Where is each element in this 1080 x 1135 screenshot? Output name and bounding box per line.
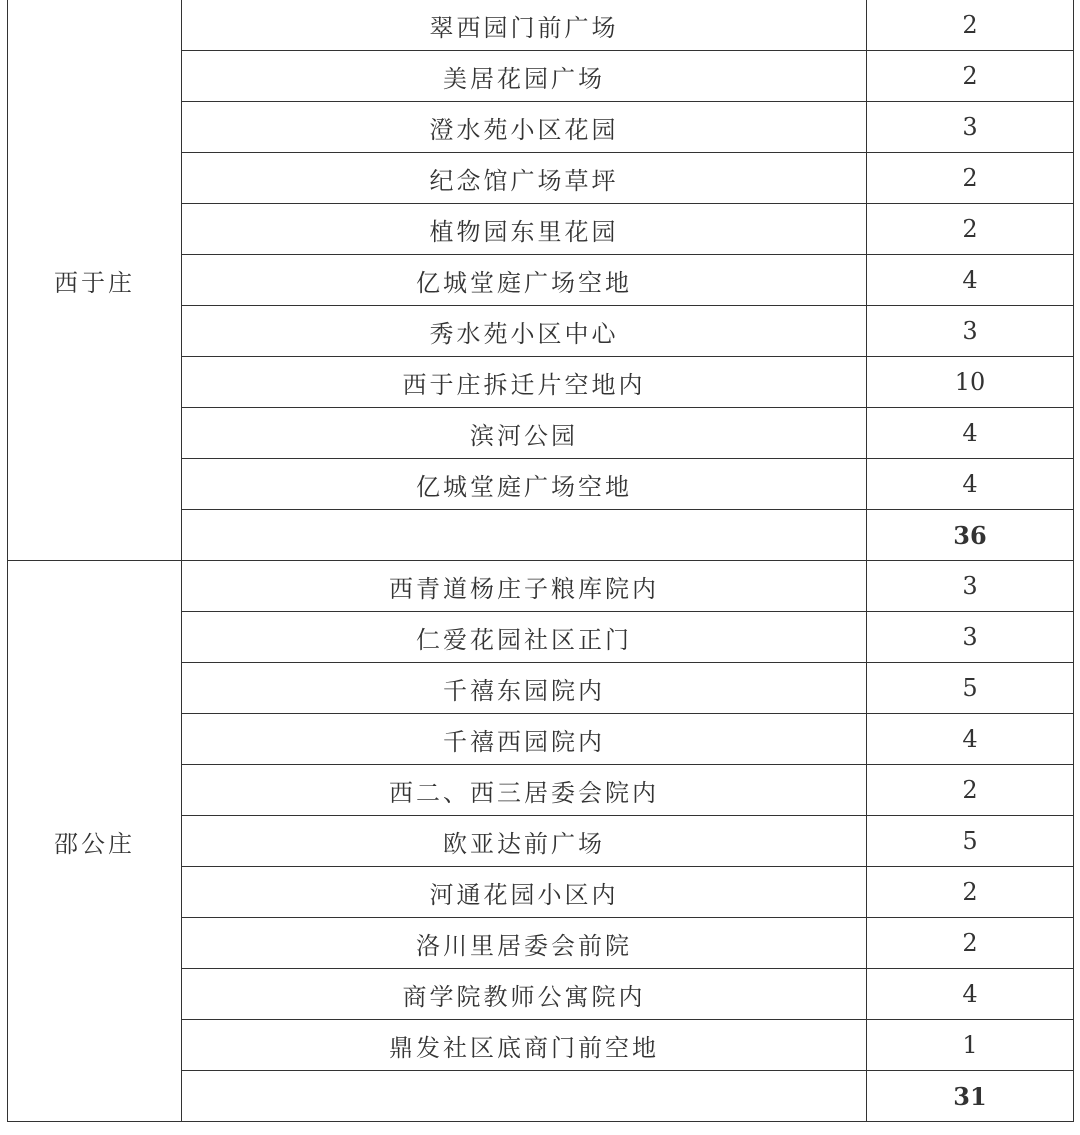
location-cell: 亿城堂庭广场空地 — [182, 255, 867, 306]
count-cell: 2 — [867, 867, 1074, 918]
count-cell: 4 — [867, 255, 1074, 306]
count-cell: 5 — [867, 816, 1074, 867]
location-cell: 亿城堂庭广场空地 — [182, 459, 867, 510]
location-cell: 西青道杨庄子粮库院内 — [182, 561, 867, 612]
count-cell: 1 — [867, 1020, 1074, 1071]
count-cell: 3 — [867, 612, 1074, 663]
count-cell: 2 — [867, 0, 1074, 51]
count-cell: 4 — [867, 969, 1074, 1020]
count-cell: 2 — [867, 51, 1074, 102]
location-cell: 千禧西园院内 — [182, 714, 867, 765]
location-cell: 河通花园小区内 — [182, 867, 867, 918]
location-cell: 西二、西三居委会院内 — [182, 765, 867, 816]
location-cell: 洛川里居委会前院 — [182, 918, 867, 969]
location-cell: 翠西园门前广场 — [182, 0, 867, 51]
location-cell: 千禧东园院内 — [182, 663, 867, 714]
location-cell: 植物园东里花园 — [182, 204, 867, 255]
count-cell: 3 — [867, 102, 1074, 153]
location-cell: 澄水苑小区花园 — [182, 102, 867, 153]
count-cell: 4 — [867, 459, 1074, 510]
subtotal-label-cell — [182, 1071, 867, 1122]
location-cell: 西于庄拆迁片空地内 — [182, 357, 867, 408]
location-cell: 商学院教师公寓院内 — [182, 969, 867, 1020]
count-cell: 2 — [867, 153, 1074, 204]
count-cell: 3 — [867, 306, 1074, 357]
location-cell: 秀水苑小区中心 — [182, 306, 867, 357]
table-row — [8, 0, 1074, 51]
location-cell: 美居花园广场 — [182, 51, 867, 102]
subtotal-label-cell — [182, 510, 867, 561]
location-cell: 仁爱花园社区正门 — [182, 612, 867, 663]
table-body — [8, 0, 1074, 1122]
count-cell: 4 — [867, 714, 1074, 765]
locations-table — [7, 0, 1074, 1122]
subtotal-count-cell: 36 — [867, 510, 1074, 561]
location-cell: 纪念馆广场草坪 — [182, 153, 867, 204]
area-name-cell: 西于庄 — [8, 0, 182, 561]
location-cell: 鼎发社区底商门前空地 — [182, 1020, 867, 1071]
area-name-cell: 邵公庄 — [8, 561, 182, 1122]
count-cell: 5 — [867, 663, 1074, 714]
location-cell: 滨河公园 — [182, 408, 867, 459]
location-cell: 欧亚达前广场 — [182, 816, 867, 867]
count-cell: 10 — [867, 357, 1074, 408]
count-cell: 2 — [867, 918, 1074, 969]
table-row — [8, 561, 1074, 612]
count-cell: 2 — [867, 204, 1074, 255]
count-cell: 3 — [867, 561, 1074, 612]
subtotal-count-cell: 31 — [867, 1071, 1074, 1122]
count-cell: 2 — [867, 765, 1074, 816]
count-cell: 4 — [867, 408, 1074, 459]
